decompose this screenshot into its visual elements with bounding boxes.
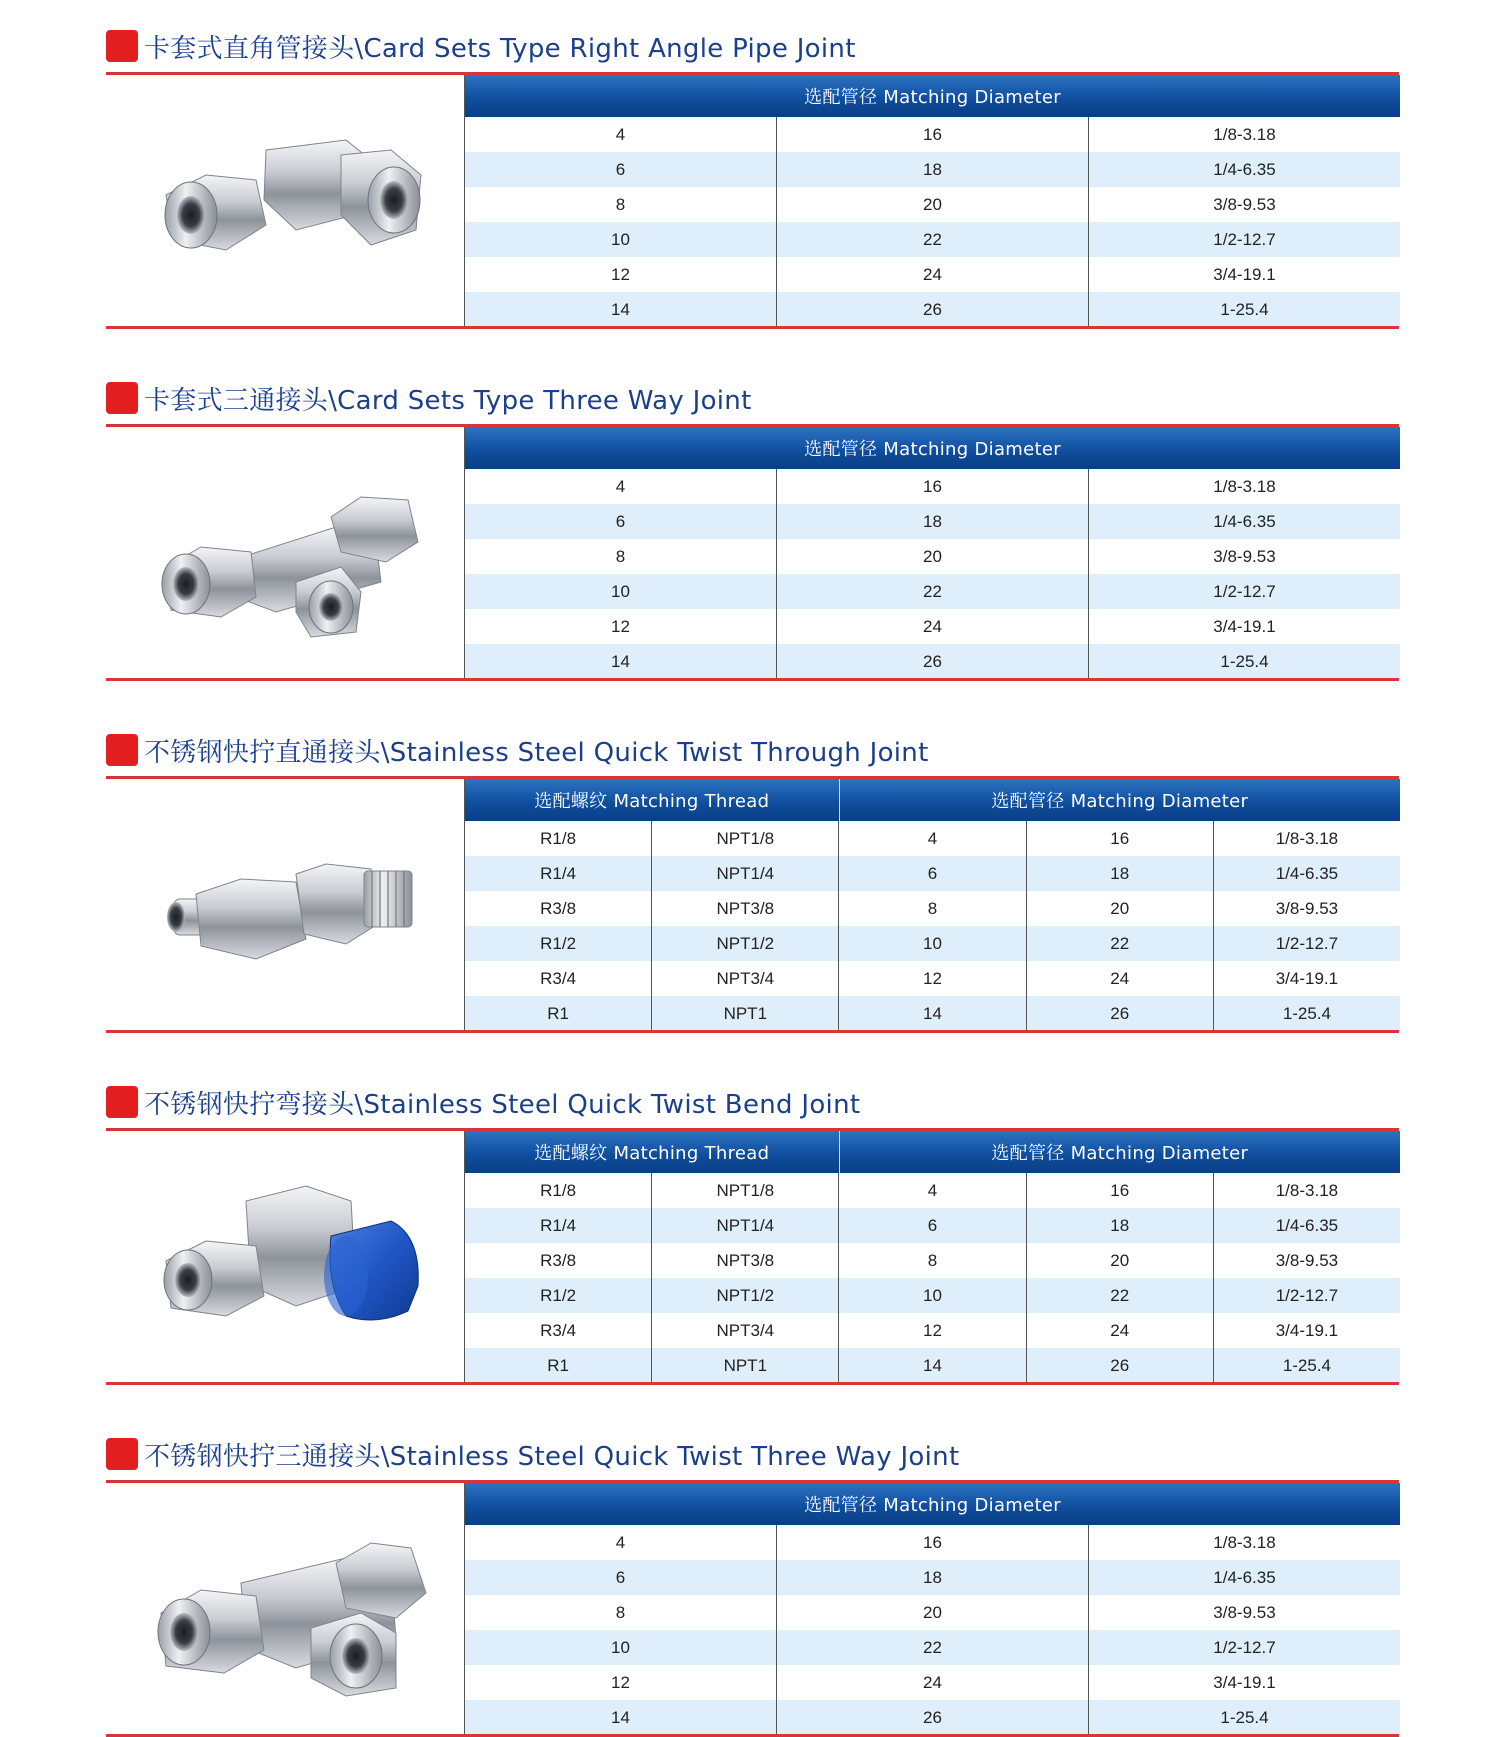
table-row — [465, 1525, 1400, 1560]
cell: 3/8-9.53 — [1088, 539, 1400, 574]
cell: 1/4-6.35 — [1088, 152, 1400, 187]
cell: 1/8-3.18 — [1088, 1525, 1400, 1560]
header-matching-diameter: 选配管径 Matching Diameter — [804, 1495, 1061, 1516]
cell: 24 — [1026, 1313, 1213, 1348]
cell: 3/4-19.1 — [1213, 961, 1400, 996]
section-bottom-rule — [106, 1382, 1399, 1385]
cell: 22 — [1026, 1278, 1213, 1313]
table-header — [465, 1131, 1400, 1173]
cell: 1-25.4 — [1088, 292, 1400, 327]
cell: 14 — [611, 1707, 630, 1727]
diameter-table — [464, 427, 1400, 678]
table-row — [465, 1208, 1400, 1243]
cell: 26 — [1026, 996, 1213, 1031]
cell: 3/8-9.53 — [1213, 891, 1400, 926]
cell: 1/4-6.35 — [1088, 504, 1400, 539]
cell: 10 — [611, 581, 630, 601]
cell: 12 — [838, 961, 1025, 996]
thread-diameter-table — [464, 1131, 1400, 1382]
cell: R3/4 — [540, 968, 577, 988]
header-matching-diameter: 选配管径 Matching Diameter — [804, 439, 1061, 460]
cell: NPT1/8 — [651, 1173, 838, 1208]
cell: 3/4-19.1 — [1088, 1665, 1400, 1700]
section-title: 卡套式三通接头\Card Sets Type Three Way Joint — [144, 385, 752, 416]
table-row — [465, 1173, 1400, 1208]
table-row — [465, 926, 1400, 961]
section-title: 卡套式直角管接头\Card Sets Type Right Angle Pipe Joint — [144, 33, 856, 64]
cell: 1/2-12.7 — [1213, 1278, 1400, 1313]
cell: 3/8-9.53 — [1088, 187, 1400, 222]
diameter-table — [464, 75, 1400, 326]
cell: 6 — [838, 856, 1025, 891]
cell: 22 — [776, 574, 1088, 609]
cell: 8 — [615, 1602, 626, 1622]
cell: 24 — [776, 257, 1088, 292]
elbow-fitting-icon — [146, 120, 446, 290]
section-three-way-joint — [106, 352, 1399, 672]
table-row — [465, 891, 1400, 926]
cell: 20 — [1026, 891, 1213, 926]
section-title: 不锈钢快拧弯接头\Stainless Steel Quick Twist Bend Joint — [144, 1089, 861, 1120]
table-row — [465, 117, 1400, 152]
quick-tee-fitting-icon — [146, 1528, 446, 1698]
cell: 26 — [776, 644, 1088, 679]
bend-fitting-icon — [146, 1176, 446, 1346]
thread-diameter-table — [464, 779, 1400, 1030]
cell: 10 — [838, 926, 1025, 961]
section-bottom-rule — [106, 326, 1399, 329]
cell: 1/8-3.18 — [1213, 1173, 1400, 1208]
cell: 1/4-6.35 — [1213, 1208, 1400, 1243]
cell: R1 — [547, 1355, 569, 1375]
cell: 1-25.4 — [1213, 1348, 1400, 1383]
cell: 6 — [615, 159, 626, 179]
cell: R3/4 — [540, 1320, 577, 1340]
cell: NPT3/8 — [651, 891, 838, 926]
cell: 18 — [776, 1560, 1088, 1595]
section-quick-twist-three-way-joint — [106, 1408, 1399, 1728]
cell: R1/4 — [540, 1215, 577, 1235]
cell: 16 — [776, 117, 1088, 152]
table-row — [465, 152, 1400, 187]
table-row — [465, 856, 1400, 891]
table-row — [465, 187, 1400, 222]
section-marker-icon — [106, 1438, 138, 1470]
cell: 16 — [776, 1525, 1088, 1560]
cell: 1-25.4 — [1088, 1700, 1400, 1735]
table-row — [465, 292, 1400, 327]
cell: 1/2-12.7 — [1213, 926, 1400, 961]
cell: 18 — [776, 504, 1088, 539]
cell: 1/8-3.18 — [1088, 469, 1400, 504]
table-row — [465, 1595, 1400, 1630]
section-header — [106, 1434, 959, 1474]
header-matching-diameter: 选配管径 Matching Diameter — [839, 779, 1400, 821]
cell: 16 — [1026, 821, 1213, 856]
cell: 1-25.4 — [1213, 996, 1400, 1031]
cell: 12 — [611, 616, 630, 636]
section-header — [106, 730, 929, 770]
table-row — [465, 961, 1400, 996]
cell: 8 — [615, 546, 626, 566]
cell: 14 — [611, 299, 630, 319]
section-quick-twist-through-joint — [106, 704, 1399, 1024]
cell: 1-25.4 — [1088, 644, 1400, 679]
cell: 1/2-12.7 — [1088, 222, 1400, 257]
table-row — [465, 1560, 1400, 1595]
cell: NPT1/8 — [651, 821, 838, 856]
cell: 4 — [615, 124, 626, 144]
table-row — [465, 609, 1400, 644]
cell: 1/8-3.18 — [1213, 821, 1400, 856]
table-header — [465, 779, 1400, 821]
cell: 24 — [776, 609, 1088, 644]
table-row — [465, 821, 1400, 856]
cell: 1/4-6.35 — [1088, 1560, 1400, 1595]
cell: NPT1/2 — [651, 1278, 838, 1313]
table-row — [465, 996, 1400, 1031]
cell: 26 — [776, 1700, 1088, 1735]
diameter-table — [464, 1483, 1400, 1734]
section-title: 不锈钢快拧三通接头\Stainless Steel Quick Twist Three Way Joint — [144, 1441, 960, 1472]
table-header — [465, 1483, 1400, 1525]
tee-fitting-icon — [146, 472, 446, 642]
table-row — [465, 504, 1400, 539]
cell: R1/2 — [540, 1285, 577, 1305]
cell: 26 — [1026, 1348, 1213, 1383]
table-header — [465, 75, 1400, 117]
cell: 14 — [611, 651, 630, 671]
cell: 20 — [776, 539, 1088, 574]
section-marker-icon — [106, 30, 138, 62]
cell: 14 — [838, 1348, 1025, 1383]
cell: 4 — [615, 476, 626, 496]
cell: NPT3/4 — [651, 961, 838, 996]
cell: 8 — [615, 194, 626, 214]
section-marker-icon — [106, 1086, 138, 1118]
cell: 1/2-12.7 — [1088, 574, 1400, 609]
cell: 1/2-12.7 — [1088, 1630, 1400, 1665]
cell: NPT1/4 — [651, 1208, 838, 1243]
table-row — [465, 539, 1400, 574]
cell: 4 — [838, 1173, 1025, 1208]
cell: 24 — [1026, 961, 1213, 996]
cell: R3/8 — [540, 898, 577, 918]
table-row — [465, 1630, 1400, 1665]
cell: 6 — [615, 1567, 626, 1587]
cell: 3/8-9.53 — [1088, 1595, 1400, 1630]
table-row — [465, 469, 1400, 504]
cell: 18 — [1026, 1208, 1213, 1243]
table-row — [465, 1700, 1400, 1735]
cell: 4 — [615, 1532, 626, 1552]
table-row — [465, 222, 1400, 257]
cell: 24 — [776, 1665, 1088, 1700]
cell: 26 — [776, 292, 1088, 327]
cell: 12 — [838, 1313, 1025, 1348]
cell: 3/4-19.1 — [1088, 257, 1400, 292]
header-matching-diameter: 选配管径 Matching Diameter — [839, 1131, 1400, 1173]
cell: NPT1/4 — [651, 856, 838, 891]
cell: R1/4 — [540, 863, 577, 883]
header-matching-diameter: 选配管径 Matching Diameter — [804, 87, 1061, 108]
cell: R1/8 — [540, 1180, 577, 1200]
cell: 16 — [776, 469, 1088, 504]
table-row — [465, 574, 1400, 609]
cell: 3/8-9.53 — [1213, 1243, 1400, 1278]
straight-fitting-icon — [146, 824, 446, 994]
section-title: 不锈钢快拧直通接头\Stainless Steel Quick Twist Through Joint — [144, 737, 929, 768]
cell: 20 — [776, 1595, 1088, 1630]
cell: R1/2 — [540, 933, 577, 953]
table-row — [465, 1243, 1400, 1278]
section-marker-icon — [106, 382, 138, 414]
cell: 6 — [615, 511, 626, 531]
section-header — [106, 26, 856, 66]
cell: 4 — [838, 821, 1025, 856]
cell: 1/4-6.35 — [1213, 856, 1400, 891]
cell: 22 — [776, 222, 1088, 257]
cell: 8 — [838, 891, 1025, 926]
cell: NPT1 — [651, 996, 838, 1031]
cell: 18 — [776, 152, 1088, 187]
table-row — [465, 257, 1400, 292]
cell: 10 — [611, 1637, 630, 1657]
cell: 22 — [776, 1630, 1088, 1665]
cell: 16 — [1026, 1173, 1213, 1208]
section-header — [106, 1082, 860, 1122]
table-row — [465, 1665, 1400, 1700]
cell: 12 — [611, 1672, 630, 1692]
cell: 14 — [838, 996, 1025, 1031]
cell: 3/4-19.1 — [1088, 609, 1400, 644]
table-header — [465, 427, 1400, 469]
section-bottom-rule — [106, 678, 1399, 681]
section-header — [106, 378, 752, 418]
cell: 3/4-19.1 — [1213, 1313, 1400, 1348]
table-row — [465, 1348, 1400, 1383]
cell: 6 — [838, 1208, 1025, 1243]
section-marker-icon — [106, 734, 138, 766]
cell: 10 — [838, 1278, 1025, 1313]
table-row — [465, 1313, 1400, 1348]
cell: NPT1 — [651, 1348, 838, 1383]
section-right-angle-joint — [106, 0, 1399, 320]
cell: 12 — [611, 264, 630, 284]
cell: 18 — [1026, 856, 1213, 891]
table-row — [465, 1278, 1400, 1313]
section-bottom-rule — [106, 1030, 1399, 1033]
cell: NPT3/4 — [651, 1313, 838, 1348]
cell: 20 — [1026, 1243, 1213, 1278]
cell: 1/8-3.18 — [1088, 117, 1400, 152]
cell: R1 — [547, 1003, 569, 1023]
header-matching-thread: 选配螺纹 Matching Thread — [534, 1143, 770, 1164]
section-quick-twist-bend-joint — [106, 1056, 1399, 1376]
cell: 20 — [776, 187, 1088, 222]
cell: R1/8 — [540, 828, 577, 848]
cell: R3/8 — [540, 1250, 577, 1270]
header-matching-thread: 选配螺纹 Matching Thread — [534, 791, 770, 812]
cell: NPT1/2 — [651, 926, 838, 961]
cell: 10 — [611, 229, 630, 249]
table-row — [465, 644, 1400, 679]
cell: NPT3/8 — [651, 1243, 838, 1278]
cell: 22 — [1026, 926, 1213, 961]
cell: 8 — [838, 1243, 1025, 1278]
